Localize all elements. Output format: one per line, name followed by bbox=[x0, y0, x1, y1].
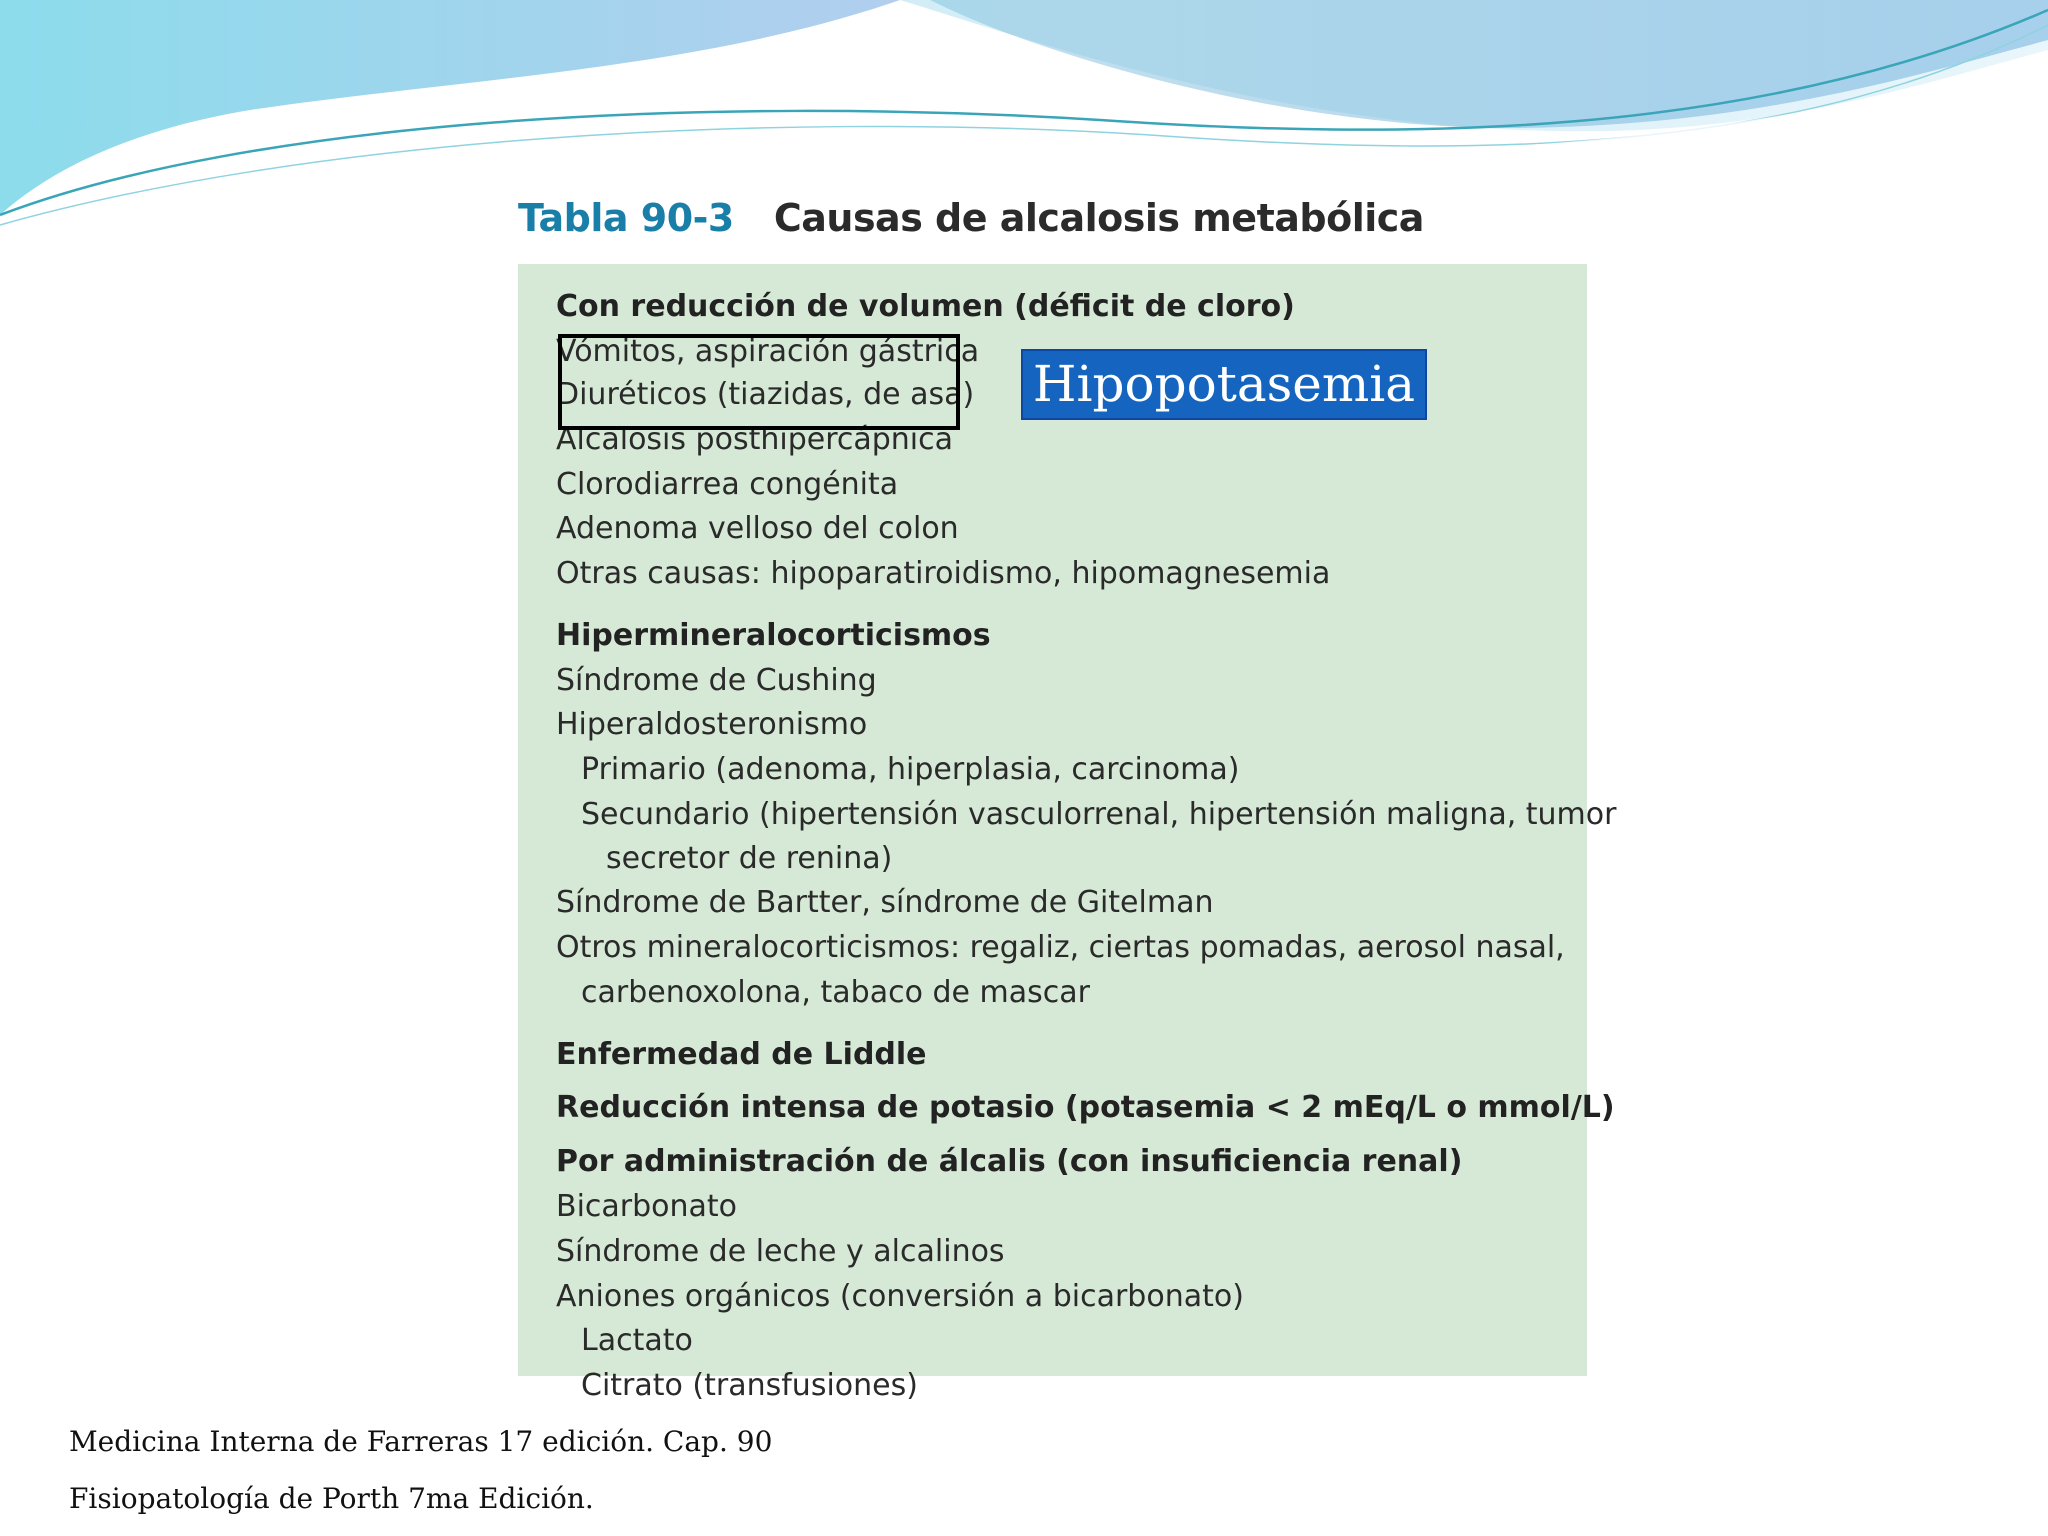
list-item: Síndrome de Bartter, síndrome de Gitelman bbox=[556, 885, 1214, 920]
list-item: carbenoxolona, tabaco de mascar bbox=[581, 975, 1090, 1010]
section-heading: Enfermedad de Liddle bbox=[556, 1037, 927, 1072]
list-item: Clorodiarrea congénita bbox=[556, 467, 899, 502]
list-item: Vómitos, aspiración gástrica bbox=[556, 334, 980, 369]
list-item: Síndrome de Cushing bbox=[556, 663, 877, 698]
table-caption: Causas de alcalosis metabólica bbox=[773, 196, 1424, 240]
list-item: Aniones orgánicos (conversión a bicarbonato) bbox=[556, 1279, 1244, 1314]
list-item: secretor de renina) bbox=[606, 841, 893, 876]
list-item: Diuréticos (tiazidas, de asa) bbox=[556, 377, 975, 412]
table-body bbox=[518, 264, 1617, 1403]
list-item: Citrato (transfusiones) bbox=[581, 1368, 918, 1403]
reference-line: Fisiopatología de Porth 7ma Edición. bbox=[69, 1482, 594, 1515]
list-item: Secundario (hipertensión vasculorrenal, hipertensión maligna, tumor bbox=[581, 797, 1617, 832]
section-heading: Hipermineralocorticismos bbox=[556, 618, 991, 653]
list-item: Otras causas: hipoparatiroidismo, hipomagnesemia bbox=[556, 556, 1331, 591]
list-item: Hiperaldosteronismo bbox=[556, 707, 868, 742]
section-heading: Reducción intensa de potasio (potasemia < 2 mEq/L o mmol/L) bbox=[556, 1090, 1615, 1125]
list-item: Adenoma velloso del colon bbox=[556, 511, 959, 546]
list-item: Síndrome de leche y alcalinos bbox=[556, 1234, 1005, 1269]
list-item: Lactato bbox=[581, 1323, 693, 1358]
hipopotasemia-label: Hipopotasemia bbox=[1021, 349, 1427, 420]
highlight-box bbox=[558, 334, 960, 430]
table-number: Tabla 90-3 bbox=[518, 196, 734, 240]
section-heading: Por administración de álcalis (con insuficiencia renal) bbox=[556, 1144, 1463, 1179]
list-item: Primario (adenoma, hiperplasia, carcinoma) bbox=[581, 752, 1240, 787]
list-item: Otros mineralocorticismos: regaliz, ciertas pomadas, aerosol nasal, bbox=[556, 930, 1565, 965]
section-heading: Con reducción de volumen (déficit de cloro) bbox=[556, 289, 1295, 324]
list-item: Bicarbonato bbox=[556, 1189, 738, 1224]
reference-line: Medicina Interna de Farreras 17 edición. Cap. 90 bbox=[69, 1425, 773, 1458]
list-item: Alcalosis posthipercápnica bbox=[556, 422, 954, 457]
table-title bbox=[518, 196, 1424, 240]
